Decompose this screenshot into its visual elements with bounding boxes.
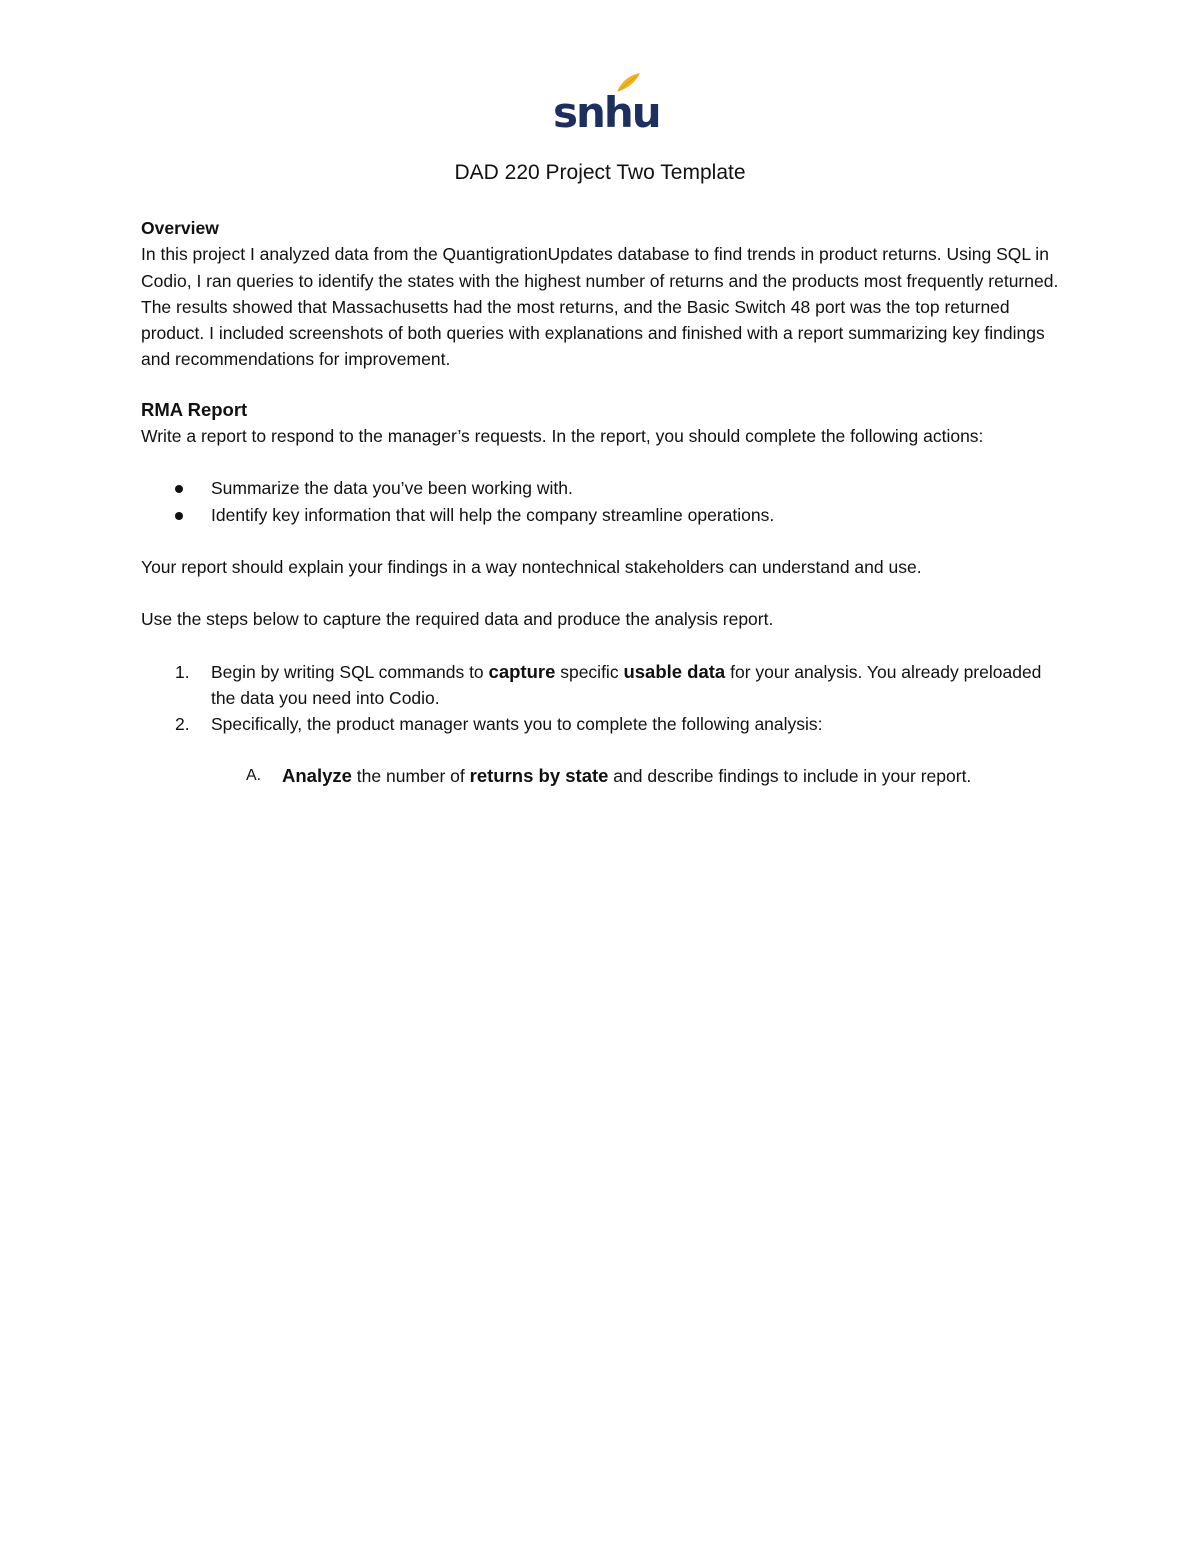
step-text: for your analysis. You already preloaded the data you need into Codio. [211, 661, 1042, 708]
spacer [141, 528, 1061, 554]
step-text: specific [555, 661, 624, 682]
sub-step-a [141, 763, 1061, 789]
rma-report-heading: RMA Report [141, 398, 248, 420]
step-emphasis: capture [488, 660, 556, 682]
spacer [141, 449, 1061, 475]
logo-text: snhu [553, 88, 660, 137]
overview-text: In this project I analyzed data from the QuantigrationUpdates database to find trends in product returns. Using SQL in Codio, I ran queries to identify the states with the highest number of returns and the products most frequently returned. The results showed that Massachusetts had the most returns, and the Basic Switch 48 port was the top returned product. I included screenshots of both queries with explanations and finished with a report summarizing key findings and recommendations for improvement. [141, 244, 1059, 370]
step-number: 2. [175, 714, 190, 735]
document-body [141, 215, 1061, 790]
spacer [141, 633, 1061, 659]
sub-step-text: the number of [351, 766, 470, 787]
bullet-text: Summarize the data you’ve been working with. [211, 478, 573, 499]
list-item [141, 711, 1061, 737]
sub-step-text: and describe findings to include in your report. [608, 766, 972, 787]
steps-list [141, 659, 1061, 738]
list-item [141, 475, 1061, 501]
steps-intro-text: Use the steps below to capture the required data and produce the analysis report. [141, 609, 774, 630]
step-text: Specifically, the product manager wants you to complete the following analysis: [211, 714, 823, 735]
list-item [141, 659, 1061, 712]
sub-step-emphasis: Analyze [282, 765, 352, 787]
bullet-icon [175, 512, 183, 520]
bullet-text: Identify key information that will help the company streamline operations. [211, 504, 775, 525]
step-emphasis: usable data [623, 660, 726, 682]
step-text: Begin by writing SQL commands to [211, 661, 489, 682]
page-title: DAD 220 Project Two Template [454, 161, 746, 184]
rma-intro-text: Write a report to respond to the manager’s requests. In the report, you should complete the following actions: [141, 426, 984, 447]
bullet-icon [175, 485, 183, 493]
spacer [141, 373, 1061, 397]
list-item [141, 502, 1061, 528]
action-bullet-list [141, 475, 1061, 528]
sub-step-emphasis: returns by state [469, 765, 609, 787]
step-number: 1. [175, 661, 190, 682]
snhu-logo [553, 72, 660, 137]
sub-step-letter: A. [246, 767, 262, 785]
stakeholder-text: Your report should explain your findings in a way nontechnical stakeholders can understand and use. [141, 556, 922, 577]
spacer [141, 580, 1061, 606]
overview-heading: Overview [141, 218, 219, 238]
